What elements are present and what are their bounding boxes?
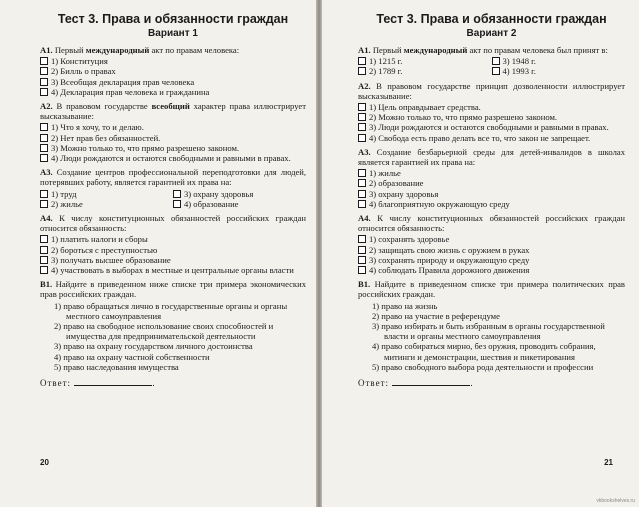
test-title: Тест 3. Права и обязанности граждан: [57, 12, 289, 26]
test-title: Тест 3. Права и обязанности граждан: [376, 12, 607, 26]
question-a3: А3. Создание безбарьерной среды для детей-инвалидов в школах является гарантией их права на: 1) жилье 2) образование 3) охрану здоровья 4) благоприятную окружающую среду: [358, 146, 625, 209]
answer-checkbox[interactable]: [40, 256, 48, 264]
answer-line[interactable]: [392, 378, 470, 386]
answer-checkbox[interactable]: [358, 256, 366, 264]
answer-checkbox[interactable]: [40, 78, 48, 86]
variant-label: Вариант 2: [466, 28, 517, 39]
list-item: 3) право на охрану государством личного достоинства: [54, 341, 253, 352]
question-b1: В1. Найдите в приведенном ниже списке три примера экономических прав российских граждан. 1) право обращаться лично в государственные органы и органы местного самоуправления 2) право на свободное использование своих способностей и имущества для предпринимательской деятельности 3) право на охрану государством личного достоинства 4) право на охрану частной собственности 5) право наследования имущества: [40, 279, 307, 372]
answer-checkbox[interactable]: [40, 200, 48, 208]
list-item: 1) право на жизнь: [372, 300, 438, 311]
answer-checkbox[interactable]: [40, 67, 48, 75]
answer-checkbox[interactable]: [40, 134, 48, 142]
list-item: 2) право на свободное использование своих способностей и имущества для предпринимательской деятельности: [54, 321, 274, 342]
answer-checkbox[interactable]: [358, 103, 366, 111]
question-a4: А4. К числу конституционных обязанностей российских граждан относится обязанность: 1) платить налоги и сборы 2) бороться с преступностью 3) получать высшее образование 4) участвовать в выборах в местные и центральные органы власти: [40, 213, 306, 276]
list-item: 2) право на участие в референдуме: [372, 310, 500, 321]
answer-checkbox[interactable]: [358, 123, 366, 131]
left-page: [0, 0, 316, 507]
question-a2: А2. В правовом государстве принцип дозволенности иллюстрирует высказывание: 1) Цель оправдывает средства. 2) Можно только то, что прямо разрешено законом. 3) Люди рождаются и остаются свободными и равными в правах. 4) Свобода есть право делать все то, что закон не запрещает.: [358, 80, 625, 143]
page-number: 21: [604, 458, 613, 467]
question-a4: А4. К числу конституционных обязанностей российских граждан относится обязанность: 1) сохранять здоровье 2) защищать свою жизнь с оружием в руках 3) сохранять природу и окружающую среду 4) соблюдать Правила дорожного движения: [358, 213, 625, 276]
answer-checkbox[interactable]: [492, 57, 500, 65]
answer-checkbox[interactable]: [40, 235, 48, 243]
answer-checkbox[interactable]: [492, 67, 500, 75]
answer-checkbox[interactable]: [358, 57, 366, 65]
answer-checkbox[interactable]: [358, 266, 366, 274]
answer-checkbox[interactable]: [40, 190, 48, 198]
list-item: 1) право обращаться лично в государственные органы и органы местного самоуправления: [54, 300, 288, 321]
answer-checkbox[interactable]: [358, 134, 366, 142]
answer-checkbox[interactable]: [358, 200, 366, 208]
watermark: vkbookshelves.ru: [596, 498, 635, 504]
answer-checkbox[interactable]: [358, 235, 366, 243]
question-a3: А3. Создание центров профессиональной переподготовки для людей, потерявших работу, является гарантией их права на: 1) труд 3) охрану здоровья 2) жилье 4) образование: [40, 167, 306, 209]
answer-checkbox[interactable]: [358, 67, 366, 75]
question-a1: А1. Первый международный акт по правам человека: 1) Конституция 2) Билль о правах 3) Всеобщая декларация прав человека 4) Декларация прав человека и гражданина: [40, 45, 240, 97]
answer-checkbox[interactable]: [358, 113, 366, 121]
answer-field[interactable]: Ответ: .: [40, 378, 156, 389]
answer-line[interactable]: [74, 378, 152, 386]
question-b1: В1. Найдите в приведенном списке три примера политических прав российских граждан. 1) право на жизнь 2) право на участие в референдуме 3) право избирать и быть избранным в органы государственной власти и органы местного самоуправления 4) право собираться мирно, без оружия, проводить собрания, митинги и демонстрации, шествия и пикетирования 5) право свободного выбора рода деятельности и профессии: [358, 279, 625, 372]
list-item: 4) право собираться мирно, без оружия, проводить собрания, митинги и демонстрации, шествия и пикетирования: [372, 341, 596, 362]
list-item: 3) право избирать и быть избранным в органы государственной власти и органы местного самоуправления: [372, 321, 605, 342]
right-page: [322, 0, 639, 507]
question-a2: А2. В правовом государстве всеобщий характер права иллюстрирует высказывание: 1) Что я хочу, то и делаю. 2) Нет прав без обязанностей. 3) Можно только то, что прямо разрешено законом. 4) Люди рождаются и остаются свободными и равными в правах.: [40, 101, 306, 164]
list-item: 4) право на охрану частной собственности: [54, 351, 210, 362]
answer-checkbox[interactable]: [173, 200, 181, 208]
answer-checkbox[interactable]: [358, 190, 366, 198]
question-a1: А1. Первый международный акт по правам человека был принят в: 1) 1215 г. 3) 1948 г. 2) 1789 г. 4) 1993 г.: [358, 45, 608, 77]
list-item: 5) право свободного выбора рода деятельности и профессии: [372, 361, 594, 372]
answer-checkbox[interactable]: [40, 88, 48, 96]
answer-checkbox[interactable]: [40, 123, 48, 131]
answer-checkbox[interactable]: [358, 179, 366, 187]
answer-field[interactable]: Ответ: .: [358, 378, 474, 389]
page-number: 20: [40, 458, 49, 467]
answer-checkbox[interactable]: [173, 190, 181, 198]
list-item: 5) право наследования имущества: [54, 361, 179, 372]
answer-checkbox[interactable]: [40, 246, 48, 254]
answer-checkbox[interactable]: [40, 144, 48, 152]
variant-label: Вариант 1: [148, 28, 198, 39]
answer-checkbox[interactable]: [40, 154, 48, 162]
answer-checkbox[interactable]: [358, 246, 366, 254]
answer-checkbox[interactable]: [358, 169, 366, 177]
answer-checkbox[interactable]: [40, 266, 48, 274]
answer-checkbox[interactable]: [40, 57, 48, 65]
